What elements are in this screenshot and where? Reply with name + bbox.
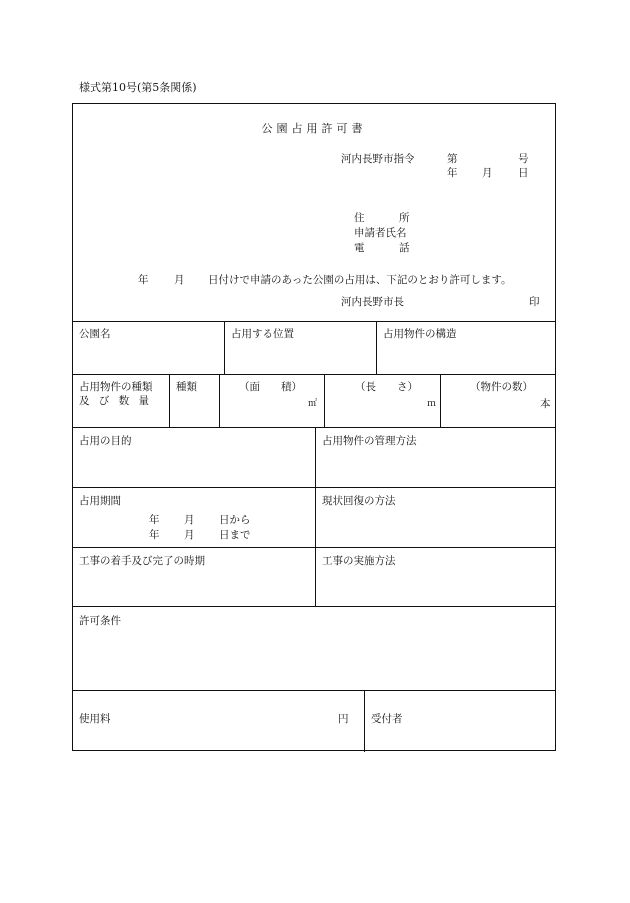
divider	[73, 487, 555, 488]
construction-method-label: 工事の実施方法	[322, 555, 396, 567]
from-year: 年	[149, 514, 160, 526]
area-unit: ㎡	[308, 399, 318, 409]
app-month: 月	[174, 274, 185, 286]
structure-label: 占用物件の構造	[383, 328, 457, 340]
length-unit: ｍ	[427, 399, 437, 409]
divider	[73, 690, 555, 691]
receiver-label: 受付者	[371, 713, 403, 725]
conditions-label: 許可条件	[79, 615, 121, 627]
divider	[324, 374, 325, 427]
form-number: 様式第10号(第5条関係)	[79, 81, 197, 94]
to-month: 月	[184, 529, 195, 541]
permission-text: 日付けで申請のあった公園の占用は、下記のとおり許可します。	[208, 274, 512, 286]
mayor-label: 河内長野市長	[341, 296, 404, 308]
address-label-a: 住	[354, 212, 365, 224]
permit-form	[72, 103, 556, 751]
type-quantity-label-1: 占用物件の種類	[79, 381, 153, 393]
issuer-ref: 河内長野市指令	[341, 153, 415, 165]
phone-label-b: 話	[399, 242, 410, 254]
divider	[376, 321, 377, 374]
divider	[73, 374, 555, 375]
area-label: （面 積）	[239, 381, 302, 393]
go-label: 号	[518, 153, 529, 165]
restore-label: 現状回復の方法	[322, 495, 396, 507]
divider	[219, 374, 220, 427]
divider	[315, 427, 316, 606]
to-year: 年	[149, 529, 160, 541]
management-label: 占用物件の管理方法	[322, 435, 417, 447]
from-month: 月	[184, 514, 195, 526]
seal-mark: 印	[529, 296, 540, 308]
period-label: 占用期間	[79, 495, 121, 507]
address-label-b: 所	[399, 212, 410, 224]
construction-time-label: 工事の着手及び完了の時期	[79, 555, 205, 567]
from-day: 日から	[219, 514, 251, 526]
purpose-label: 占用の目的	[79, 435, 132, 447]
form-title: 公園占用許可書	[261, 122, 367, 135]
type-quantity-label-2: 及 び 数 量	[79, 395, 153, 407]
kind-label: 種類	[176, 381, 197, 393]
yen-unit: 円	[338, 713, 349, 725]
phone-label-a: 電	[354, 242, 365, 254]
divider	[224, 321, 225, 374]
issue-day: 日	[518, 167, 529, 179]
issue-year: 年	[447, 167, 458, 179]
length-label: （長 さ）	[355, 381, 418, 393]
to-day: 日まで	[219, 529, 251, 541]
count-unit: 本	[540, 398, 551, 410]
divider	[73, 606, 555, 607]
divider	[440, 374, 441, 427]
divider	[364, 690, 365, 752]
count-label: （物件の数）	[470, 381, 533, 393]
location-label: 占用する位置	[231, 328, 294, 340]
dai-label: 第	[447, 153, 458, 165]
divider	[73, 321, 555, 322]
park-name-label: 公園名	[79, 328, 111, 340]
issue-month: 月	[482, 167, 493, 179]
divider	[169, 374, 170, 427]
app-year: 年	[138, 274, 149, 286]
fee-label: 使用料	[79, 713, 111, 725]
divider	[73, 427, 555, 428]
divider	[73, 547, 555, 548]
applicant-name-label: 申請者氏名	[354, 227, 407, 239]
